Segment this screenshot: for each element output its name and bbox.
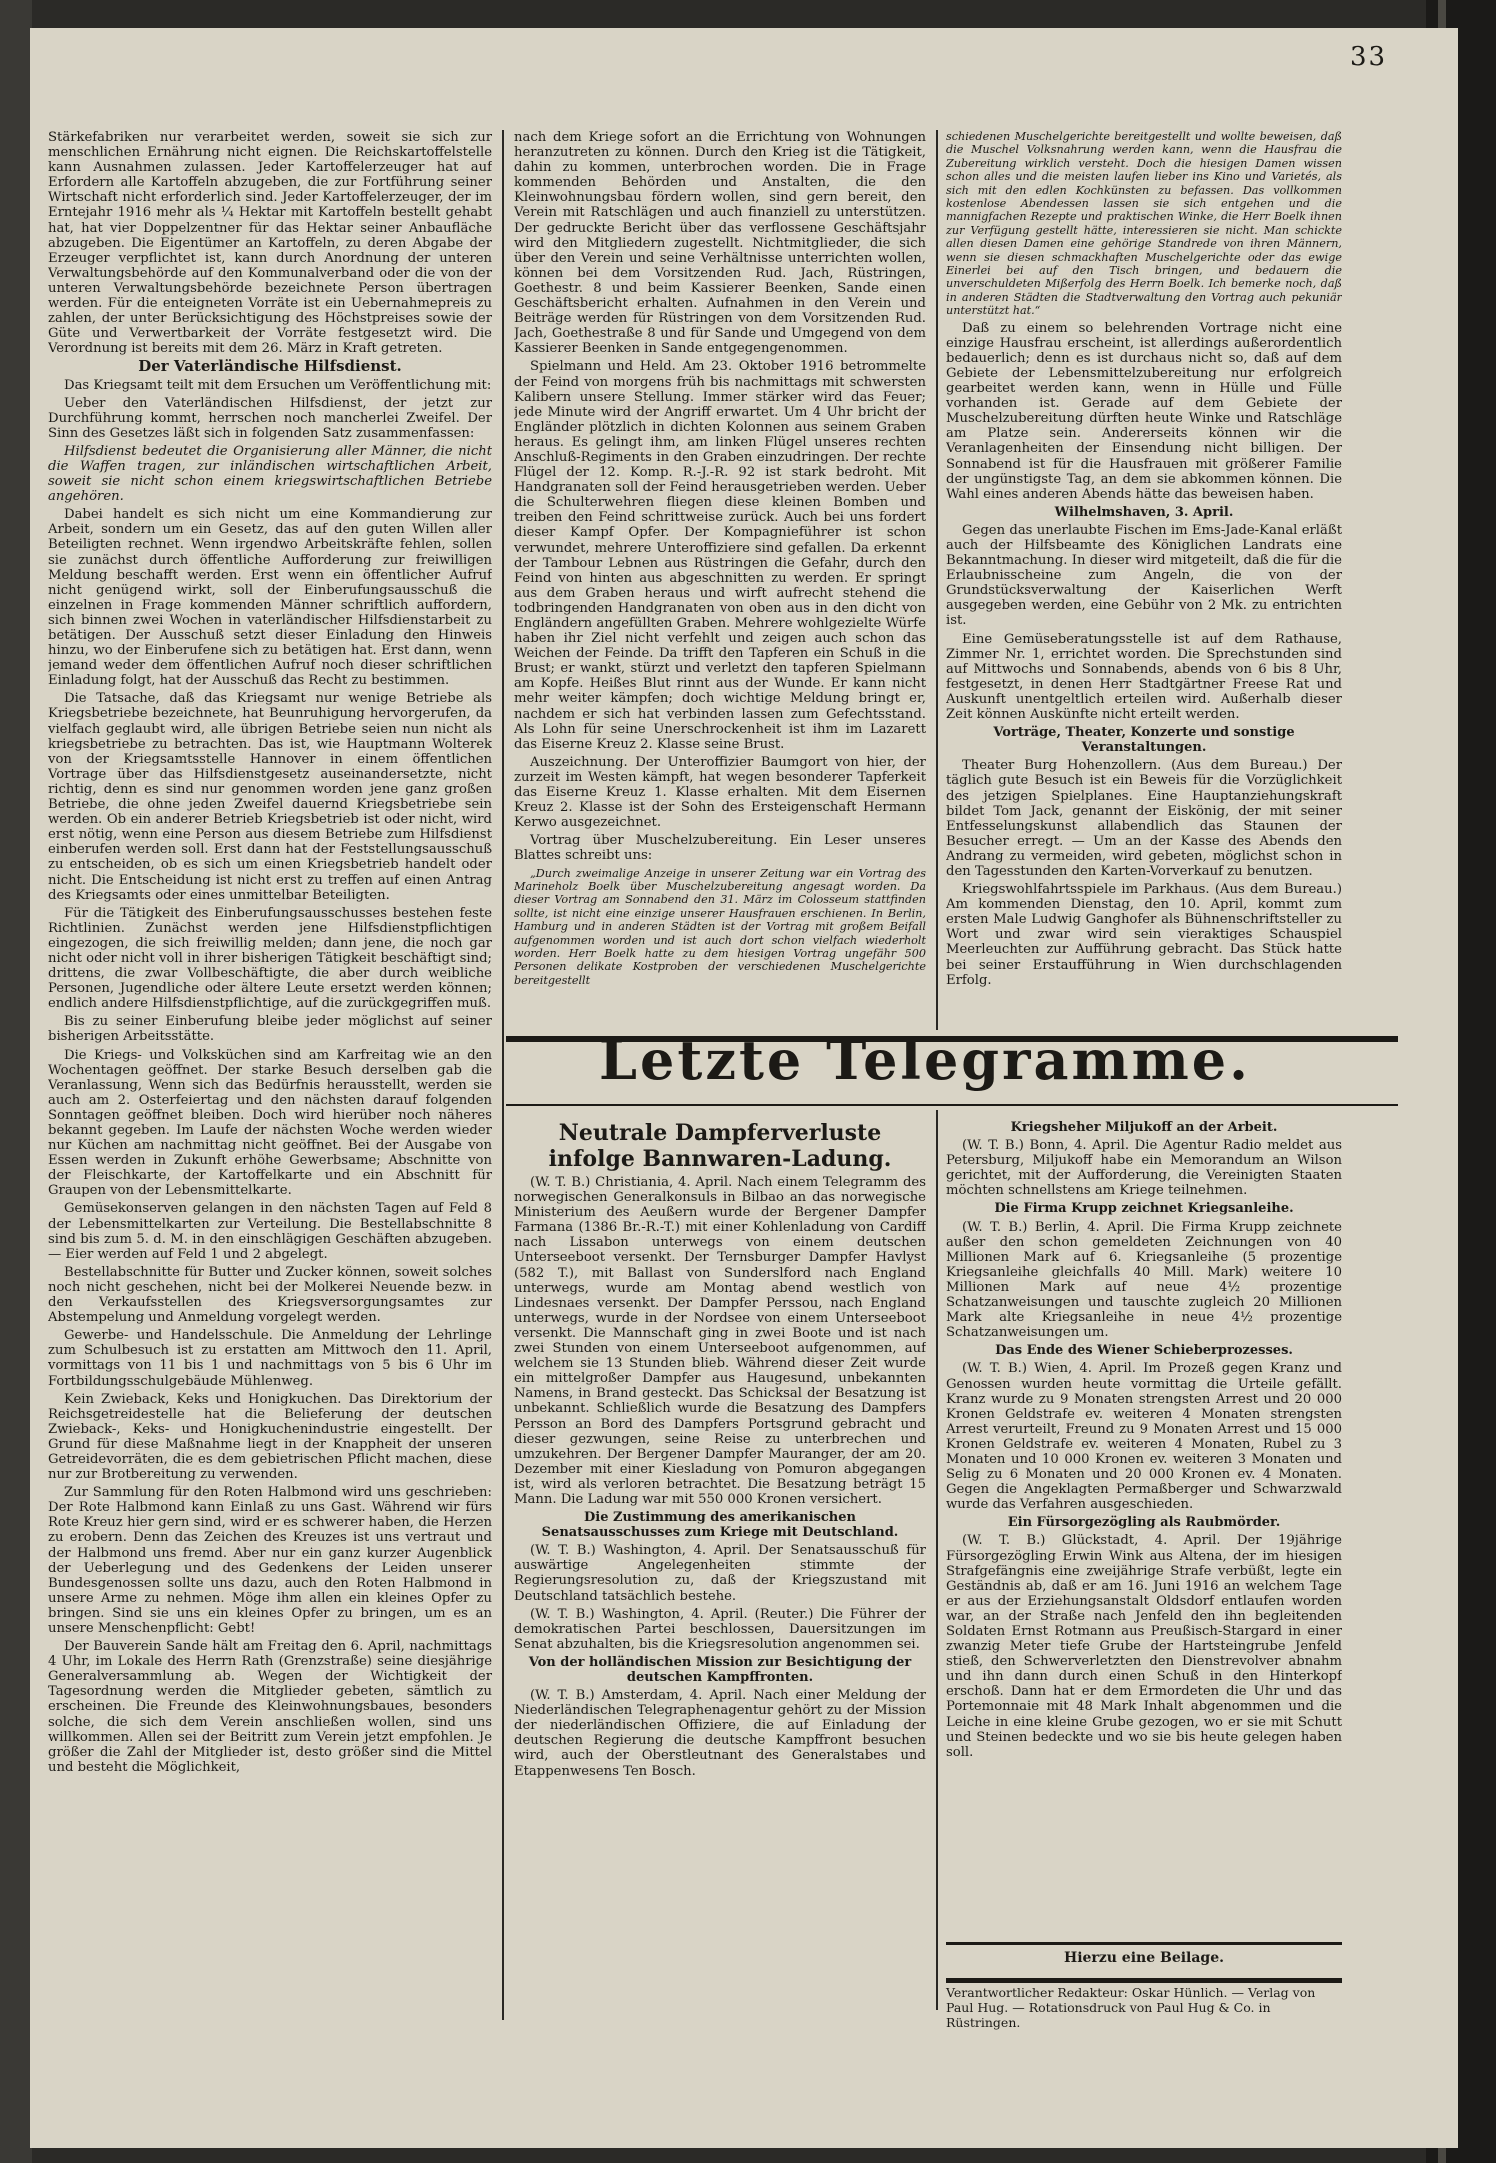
column-4 (514, 1120, 926, 2120)
imprint: Verantwortlicher Redakteur: Oskar Hünlich. — Verlag von Paul Hug. — Rotationsdruck von Paul Hug & Co. in Rüstringen. (946, 1985, 1316, 2030)
paragraph: Zur Sammlung für den Roten Halbmond wird uns geschrieben: Der Rote Halbmond kann Einlaß zu uns Gast. Während wir fürs Rote Kreuz hier gern sind, wird er es schwerer haben, die Herzen zu erobern. Denn das Zeichen des Kreuzes ist uns vertraut und der Halbmond uns fremd. Aber nur ein ganz kurzer Augenblick der Ueberlegung und des Gedenkens der Leiden unserer Bundesgenossen sollte uns dazu, auch den Roten Halbmond in unsere Arme zu nehmen. Möge ihm allen ein kleines Opfer zu bringen. Sind sie uns ein kleines Opfer zu bringen, um es an unsere Menschenpflicht: Gebt! (48, 1485, 492, 1636)
banner-title: Letzte Telegramme. (599, 1028, 1251, 1092)
paragraph: (W. T. B.) Washington, 4. April. Der Senatsausschuß für auswärtige Angelegenheiten stimmte der Regierungsresolution zu, daß der Kriegszustand mit Deutschland tatsächlich bestehe. (514, 1543, 926, 1604)
paragraph: Auszeichnung. Der Unteroffizier Baumgort von hier, der zurzeit im Westen kämpft, hat wegen besonderer Tapferkeit das Eiserne Kreuz 1. Klasse erhalten. Mit dem Eisernen Kreuz 2. Klasse ist der Sohn des Ersteigenschaft Hermann Kerwo ausgezeichnet. (514, 754, 926, 831)
article-heading: Von der holländischen Mission zur Besichtigung der deutschen Kampffronten. (528, 1654, 912, 1685)
paragraph: Bestellabschnitte für Butter und Zucker können, soweit solches noch nicht geschehen, nicht bei der Molkerei Neuende bezw. in den Verkaufsstellen des Kriegsversorgungsamtes zur Abstempelung und Anmeldung vorgelegt werden. (48, 1264, 492, 1326)
column-divider (936, 130, 938, 1030)
paragraph: Vortrag über Muschelzubereitung. Ein Leser unseres Blattes schreibt uns: (514, 833, 926, 864)
paragraph: Kein Zwieback, Keks und Honigkuchen. Das Direktorium der Reichsgetreidestelle hat die Belieferung der deutschen Zwieback-, Keks- und Honigkuchenindustrie eingestellt. Der Grund für diese Maßnahme liegt in der Knappheit der unseren Getreidevorräten, die es dem gebietrischen Pflicht machen, diese nur zur Brotbereitung zu verwenden. (48, 1391, 492, 1483)
paragraph: Die Tatsache, daß das Kriegsamt nur wenige Betriebe als Kriegsbetriebe bezeichnete, hat Beunruhigung hervorgerufen, da vielfach geglaubt wird, alle übrigen Betriebe seien nun nicht als kriegsbetriebe zu betrachten. Das ist, wie Hauptmann Wolterek von der Kriegsamtsstelle Hannover in einem öffentlichen Vortrage über das Hilfsdienstgesetz auseinandersetzte, nicht richtig, denn es sind nur genommen worden jene ganz großen Betriebe, die ohne jeden Zweifel dauernd Kriegsbetriebe sein werden. Ob ein anderer Betrieb Kriegsbetrieb ist oder nicht, wird erst nötig, wenn eine Person aus diesem Betriebe zum Hilfsdienst einberufen werden soll. Erst dann hat der Feststellungsausschuß zu entscheiden, ob es sich um einen Kriegsbetrieb handelt oder nicht. Die Entscheidung ist nicht erst zu treffen auf einen Antrag des Kriegsamts oder eines unmittelbar Beteiligten. (48, 691, 492, 903)
paragraph: (W. T. B.) Wien, 4. April. Im Prozeß gegen Kranz und Genossen wurden heute vormittag die Urteile gefällt. Kranz wurde zu 9 Monaten strengsten Arrest und 20 000 Kronen Geldstrafe ev. weiteren 4 Monaten strengsten Arrest verurteilt, Freund zu 9 Monaten Arrest und 15 000 Kronen Geldstrafe ev. weiteren 4 Monaten, Rubel zu 3 Monaten und 10 000 Kronen ev. weiteren 3 Monaten und Selig zu 6 Monaten und 20 000 Kronen ev. 4 Monaten. Gegen die Angeklagten Permaßberger und Schwarzwald wurde das Verfahren ausgeschieden. (946, 1361, 1342, 1513)
paragraph: Stärkefabriken nur verarbeitet werden, soweit sie sich zur menschlichen Ernährung nicht eignen. Die Reichskartoffelstelle kann Ausnahmen zulassen. Jeder Kartoffelerzeuger hat auf Erfordern alle Kartoffeln abzugeben, die zur Fortführung seiner Wirtschaft nicht erforderlich sind. Jeder Kartoffelerzeuger, der im Erntejahr 1916 mehr als ¼ Hektar mit Kartoffeln bestellt gehabt hat, hat vier Doppelzentner für das Hektar seiner Anbaufläche abzugeben. Die Eigentümer an Kartoffeln, zu deren Abgabe der Erzeuger verpflichtet ist, kann durch Anordnung der unteren Verwaltungsbehörde auf den Kommunalverband oder die von der unteren Verwaltungsbehörde bezeichnete Person übertragen werden. Für die enteigneten Vorräte ist ein Uebernahmepreis zu zahlen, der unter Berücksichtigung des Höchstpreises sowie der Güte und Verwertbarkeit der Vorräte festgesetzt wird. Die Verordnung ist bereits mit dem 26. März in Kraft getreten. (48, 130, 492, 357)
paragraph: Dabei handelt es sich nicht um eine Kommandierung zur Arbeit, sondern um ein Gesetz, das auf den guten Willen aller Beteiligten rechnet. Wenn irgendwo Arbeitskräfte fehlen, sollen sie zunächst durch öffentliche Aufforderung zur freiwilligen Meldung beschafft werden. Erst wenn ein öffentlicher Aufruf nicht genügend wirkt, soll der Einberufungsausschuß die einzelnen in Frage kommenden Männer schriftlich auffordern, sich binnen zwei Wochen in vaterländischer Hilfsdienstarbeit zu betätigen. Der Ausschuß setzt dieser Einladung den Hinweis hinzu, wo der Einberufene sich zu betätigen hat. Erst dann, wenn jemand weder dem öffentlichen Aufruf noch dieser schriftlichen Einladung folgt, hat der Ausschuß das Recht zu bestimmen. (48, 507, 492, 689)
article-heading: Die Zustimmung des amerikanischen Senatsausschusses zum Kriege mit Deutschland. (541, 1510, 899, 1541)
column-1 (48, 130, 492, 2120)
paragraph: Für die Tätigkeit des Einberufungsausschusses bestehen feste Richtlinien. Zunächst werden jene Hilfsdienstpflichtigen eingezogen, die sich freiwillig melden; dann jene, die noch gar nicht oder nicht voll in ihrer bisherigen Tätigkeit beschäftigt sind; drittens, die zwar Vollbeschäftigte, die aber durch weibliche Personen, Jugendliche oder ältere Leute ersetzt werden können; endlich andere Hilfsdienstpflichtige, auf die zurückgegriffen muß. (48, 905, 492, 1012)
paragraph: Daß zu einem so belehrenden Vortrage nicht eine einzige Hausfrau erscheint, ist allerdings außerordentlich bedauerlich; denn es ist durchaus nicht so, daß auf dem Gebiete der Lebensmittelzubereitung nur erfolgreich gearbeitet werden kann, wenn in Hülle und Fülle vorhanden ist. Gerade auf dem Gebiete der Muschelzubereitung dürften heute Winke und Ratschläge am Platze sein. Andererseits können wir die Veranlagenheiten der Einsendung nicht billigen. Der Sonnabend ist für die Hausfrauen mit größerer Familie der ungünstigste Tag, an dem sie abkommen können. Die Wahl eines anderen Abends hätte das beweisen haben. (946, 320, 1342, 502)
dateline: Wilhelmshaven, 3. April. (1054, 504, 1234, 520)
article-heading: Ein Fürsorgezögling als Raubmörder. (1007, 1515, 1281, 1531)
paragraph: (W. T. B.) Glückstadt, 4. April. Der 19jährige Fürsorgezögling Erwin Wink aus Altena, der im hiesigen Strafgefängnis eine zweijährige Strafe verbüßt, legte ein Geständnis ab, daß er am 16. Juni 1916 an welchem Tage er aus der Erziehungsanstalt Oldsdorf entlaufen worden war, an der Straße nach Jenfeld den ihn begleitenden Soldaten Ernst Rotmann aus Preußisch-Stargard in einer zwanzig Meter tiefe Grube der Hartsteingrube Jenfeld stieß, den Schwerverletzten den Dienstrevolver abnahm und ihn dann durch einen Schuß in den Hinterkopf erschoß. Dann hat er dem Ermordeten die Uhr und das Portemonnaie mit 48 Mark Inhalt abgenommen und die Leiche in eine kleine Grube gezogen, wo er sie mit Schutt und Steinen bedeckte und wo sie bis heute gelegen haben soll. (946, 1533, 1342, 1760)
paragraph: Spielmann und Held. Am 23. Oktober 1916 betrommelte der Feind von morgens früh bis nachmittags mit schwersten Kalibern unsere Stellung. Immer stärker wird das Feuer; jede Minute wird der Angriff erwartet. Um 4 Uhr bricht der Engländer plötzlich in dichten Kolonnen aus seinem Graben heraus. Es gelingt ihm, am linken Flügel unseres rechten Anschluß-Regiments in den Graben einzudringen. Der rechte Flügel der 12. Komp. R.-J.-R. 92 ist stark bedroht. Mit Handgranaten soll der Feind herausgetrieben werden. Ueber die Schulterwehren fliegen diese kleinen Bomben und treiben den Feind schrittweise zurück. Auch bei uns fordert dieser Kampf Opfer. Der Kompagnieführer ist schon verwundet, mehrere Unteroffiziere sind gefallen. Da erkennt der Tambour Lebnen aus Rüstringen die Gefahr, durch den Feind von hinten aus abgeschnitten zu werden. Er springt aus dem Graben heraus und wirft aufrecht stehend die todbringenden Handgranaten von oben aus in den dicht von Engländern angefüllten Graben. Mehrere wohlgezielte Würfe haben ihr Ziel nicht verfehlt und zeigen auch schon das Weichen der Feinde. Da trifft den Tapferen ein Schuß in die Brust; er wankt, stürzt und verletzt den tapferen Spielmann am Kopfe. Heißes Blut rinnt aus der Wunde. Er kann nicht mehr weiter kämpfen; doch wichtige Meldung bringt er, nachdem er sich hat verbinden lassen zum Gefechtsstand. Als Lohn für seine Unerschrockenheit ist ihm im Lazarett das Eiserne Kreuz 2. Klasse seine Brust. (514, 359, 926, 752)
column-3 (946, 130, 1342, 1030)
supplement-rule (946, 1942, 1342, 1945)
reader-letter-continued: schiedenen Muschelgerichte bereitgestellt und wollte beweisen, daß die Muschel Volksnahrung werden kann, wenn die Hausfrau die Zubereitung wirklich versteht. Doch die hiesigen Damen wissen schon alles und die meisten laufen lieber ins Kino und Varietés, als sich mit den edlen Kochkünsten zu befassen. Das vollkommen kostenlose Abendessen lassen sie sich entgehen und die mannigfachen Rezepte und praktischen Winke, die Herr Boelk ihnen zur Verfügung gestellt hätte, interessieren sie nicht. Man schickte allen diesen Damen eine gehörige Standrede von ihren Männern, wenn sie diesen schmackhaften Muschelgerichte oder das ewige Einerlei bei auf den Tisch bringen, und bedauern die unverschuldeten Mißerfolg des Herrn Boelk. Ich bemerke noch, daß in anderen Städten die Stadtverwaltung den Vortrag auch pekuniär unterstützt hat.“ (946, 130, 1342, 318)
section-heading: Vorträge, Theater, Konzerte und sonstige Veranstaltungen. (993, 725, 1295, 756)
paragraph: (W. T. B.) Berlin, 4. April. Die Firma Krupp zeichnete außer den schon gemeldeten Zeichnungen von 40 Millionen Mark auf 6. Kriegsanleihe (5 prozentige Kriegsanleihe gleichfalls 40 Mill. Mark) weitere 10 Millionen Mark auf neue 4½ prozentige Schatzanweisungen und tauschte zugleich 20 Millionen Mark alte Kriegsanleihe in neue 4½ prozentige Schatzanweisungen um. (946, 1219, 1342, 1341)
paragraph: Hilfsdienst bedeutet die Organisierung aller Männer, die nicht die Waffen tragen, zur inländischen wirtschaftlichen Arbeit, soweit sie nicht schon einem kriegswirtschaftlichen Betriebe angehören. (48, 443, 492, 505)
paragraph: (W. T. B.) Amsterdam, 4. April. Nach einer Meldung der Niederländischen Telegraphenagentur gehört zu der Mission der niederländischen Offiziere, die auf Einladung der deutschen Regierung die deutsche Kampffront besuchen wird, auch der Oberstleutnant des Generalstabes und Etappenwesens Ten Bosch. (514, 1688, 926, 1779)
paragraph: Die Kriegs- und Volksküchen sind am Karfreitag wie an den Wochentagen geöffnet. Der starke Besuch derselben gab die Veranlassung, Wenn sich das Bedürfnis herausstellt, werden sie auch am 2. Osterfeiertag und den nächsten darauf folgenden Sonntagen geöffnet bleiben. Doch wird hierüber noch näheres bekannt gegeben. Im Laufe der nächsten Woche werden wieder nur Küchen am nachmittag nicht geöffnet. Bei der Ausgabe von Essen werden in Zukunft erhöhe Gewerbsame; Abschnitte von der Fleischkarte, der Kartoffelkarte und ein Abschnitt für Graupen von der Lebensmittelkarte. (48, 1047, 492, 1199)
paragraph: Der Bauverein Sande hält am Freitag den 6. April, nachmittags 4 Uhr, im Lokale des Herrn Rath (Grenzstraße) seine diesjährige Generalversammlung ab. Wegen der Wichtigkeit der Tagesordnung werden die Mitglieder gebeten, sämtlich zu erscheinen. Die Freunde des Kleinwohnungsbaues, besonders solche, die sich dem Verein anschließen wollen, sind uns willkommen. Allen sei der Beitritt zum Verein jetzt empfohlen. Je größer die Zahl der Mitglieder ist, desto größer sind die Mittel und besteht die Möglichkeit, (48, 1639, 492, 1775)
banner-rule-bottom (506, 1104, 1398, 1106)
reader-letter: „Durch zweimalige Anzeige in unserer Zeitung war ein Vortrag des Marineholz Boelk über Muschelzubereitung angesagt worden. Da dieser Vortrag am Sonnabend den 31. März im Colosseum stattfinden sollte, ist nicht eine einzige unserer Hausfrauen erschienen. In Berlin, Hamburg und in anderen Städten ist der Vortrag mit großem Beifall aufgenommen worden und ist auch dort schon vielfach wiederholt worden. Herr Boelk hatte zu dem hiesigen Vortrag ungefähr 500 Personen delikate Kostproben der verschiedenen Muschelgerichte bereitgestellt (514, 866, 926, 987)
paragraph: nach dem Kriege sofort an die Errichtung von Wohnungen heranzutreten zu können. Durch den Krieg ist die Tätigkeit, dahin zu kommen, unterbrochen worden. Die in Frage kommenden Behörden und Anstalten, die den Kleinwohnungsbau fördern wollen, sind gern bereit, den Verein mit Ratschlägen und auch finanziell zu unterstützen. Der gedruckte Bericht über das verflossene Geschäftsjahr wird den Mitgliedern zugestellt. Nichtmitglieder, die sich über den Verein und seine Verhältnisse unterrichten wollen, können bei dem Vorsitzenden Rud. Jach, Rüstringen, Goethestr. 8 und beim Kassierer Beenken, Sande einen Geschäftsbericht erhalten. Aufnahmen in den Verein und Beiträge werden für Rüstringen von dem Vorsitzenden Rud. Jach, Goethestraße 8 und für Sande und Umgegend von dem Kassierer Beenken in Sande entgegengenommen. (514, 130, 926, 357)
article-heading: Das Ende des Wiener Schieberprozesses. (995, 1343, 1293, 1359)
paragraph: Gewerbe- und Handelsschule. Die Anmeldung der Lehrlinge zum Schulbesuch ist zu erstatten am Mittwoch den 11. April, vormittags von 11 bis 1 und nachmittags von 5 bis 6 Uhr im Fortbildungsschulgebäude Mühlenweg. (48, 1328, 492, 1389)
section-heading: Der Vaterländische Hilfsdienst. (138, 357, 402, 376)
paragraph: (W. T. B.) Christiania, 4. April. Nach einem Telegramm des norwegischen Generalkonsuls in Bilbao an das norwegische Ministerium des Aeußern wurde der Bergener Dampfer Farmana (1386 Br.-R.-T.) mit einer Kohlenladung von Cardiff nach Lissabon unterwegs von einem deutschen Unterseeboot versenkt. Der Ternsburger Dampfer Havlyst (582 T.), mit Ballast von Sunderslford nach England unterwegs, wurde am Montag abend westlich von Lindesnaes versenkt. Der Dampfer Perssou, nach England unterwegs, wurde in der Nordsee von einem Unterseeboot versenkt. Die Mannschaft ging in zwei Boote und ist nach zwei Stunden von einem Unterseeboot aufgenommen, auf welchem sie 13 Stunden blieb. Während dieser Zeit wurde ein mittelgroßer Dampfer aus Haugesund, unbekannten Namens, in Brand gesteckt. Das Schicksal der Besatzung ist unbekannt. Schließlich wurde die Besatzung des Dampfers Persson an Bord des Dampfers Portsgrund gebracht und dieser gezwungen, seine Reise zu unterbrechen und umzukehren. Der Bergener Dampfer Mauranger, der am 20. Dezember mit einer Kiesladung von Pomuron abgegangen ist, wird als verloren betrachtet. Die Besatzung beträgt 15 Mann. Die Ladung war mit 550 000 Kronen versichert. (514, 1175, 926, 1507)
column-divider (502, 130, 504, 2020)
paragraph: Gemüsekonserven gelangen in den nächsten Tagen auf Feld 8 der Lebensmittelkarten zur Verteilung. Die Bestellabschnitte 8 sind bis zum 5. d. M. in den einschlägigen Geschäften abzugeben. — Eier werden auf Feld 1 und 2 abgelegt. (48, 1201, 492, 1262)
column-2 (514, 130, 926, 1030)
article-title: Neutrale Dampferverluste infolge Bannwaren-Ladung. (548, 1120, 892, 1172)
paragraph: Gegen das unerlaubte Fischen im Ems-Jade-Kanal erläßt auch der Hilfsbeamte des Königlichen Landrats eine Bekanntmachung. In dieser wird mitgeteilt, daß die für die Erlaubnisscheine zum Angeln, die von der Grundstücksverwaltung der Kaiserlichen Werft ausgegeben werden, eine Gebühr von 2 Mk. zu entrichten ist. (946, 522, 1342, 629)
column-divider (936, 1110, 938, 2010)
paragraph: Kriegswohlfahrtsspiele im Parkhaus. (Aus dem Bureau.) Am kommenden Dienstag, den 10. April, kommt zum ersten Male Ludwig Ganghofer als Bühnenschriftsteller zu Wort und zwar wird sein vieraktiges Schauspiel Meerleuchten zur Aufführung gebracht. Das Stück hatte bei seiner Erstaufführung in Wien durchschlagenden Erfolg. (946, 882, 1342, 988)
paragraph: Bis zu seiner Einberufung bleibe jeder möglichst auf seiner bisherigen Arbeitsstätte. (48, 1014, 492, 1045)
page-number: 33 (1350, 42, 1388, 72)
column-5 (946, 1120, 1342, 1940)
supplement-note: Hierzu eine Beilage. (1063, 1950, 1225, 1966)
article-heading: Kriegsheher Miljukoff an der Arbeit. (1010, 1120, 1278, 1135)
paragraph: Theater Burg Hohenzollern. (Aus dem Bureau.) Der täglich gute Besuch ist ein Beweis für die Vorzüglichkeit des jetzigen Spielplanes. Eine Hauptanziehungskraft bildet Tom Jack, genannt der Eiskönig, der mit seiner Entfesselungskunst allabendlich das Staunen der Besucher erregt. — Um an der Kasse des Abends den Andrang zu vermeiden, wird gebeten, möglichst schon in den Tagesstunden den Karten-Vorverkauf zu benutzen. (946, 758, 1342, 879)
article-heading: Die Firma Krupp zeichnet Kriegsanleihe. (994, 1201, 1294, 1217)
paragraph: (W. T. B.) Washington, 4. April. (Reuter.) Die Führer der demokratischen Partei beschlossen, Dauersitzungen im Senat abzuhalten, bis die Kriegsresolution angenommen sei. (514, 1606, 926, 1652)
imprint-rule (946, 1978, 1342, 1983)
paragraph: Das Kriegsamt teilt mit dem Ersuchen um Veröffentlichung mit: (64, 377, 492, 393)
scan-edge-left (0, 0, 32, 2163)
paragraph: (W. T. B.) Bonn, 4. April. Die Agentur Radio meldet aus Petersburg, Miljukoff habe ein Memorandum an Wilson gerichtet, mit der Aufforderung, die Vereinigten Staaten möchten schnellstens am Kriege teilnehmen. (946, 1138, 1342, 1199)
paragraph: Eine Gemüseberatungsstelle ist auf dem Rathause, Zimmer Nr. 1, errichtet worden. Die Sprechstunden sind auf Mittwochs und Sonnabends, abends von 6 bis 8 Uhr, festgesetzt, in denen Herr Stadtgärtner Freese Rat und Auskunft unentgeltlich erteilen wird. Außerhalb dieser Zeit können Auskünfte nicht erteilt werden. (946, 631, 1342, 723)
paragraph: Ueber den Vaterländischen Hilfsdienst, der jetzt zur Durchführung kommt, herrschen noch mancherlei Zweifel. Der Sinn des Gesetzes läßt sich in folgenden Satz zusammenfassen: (48, 395, 492, 441)
